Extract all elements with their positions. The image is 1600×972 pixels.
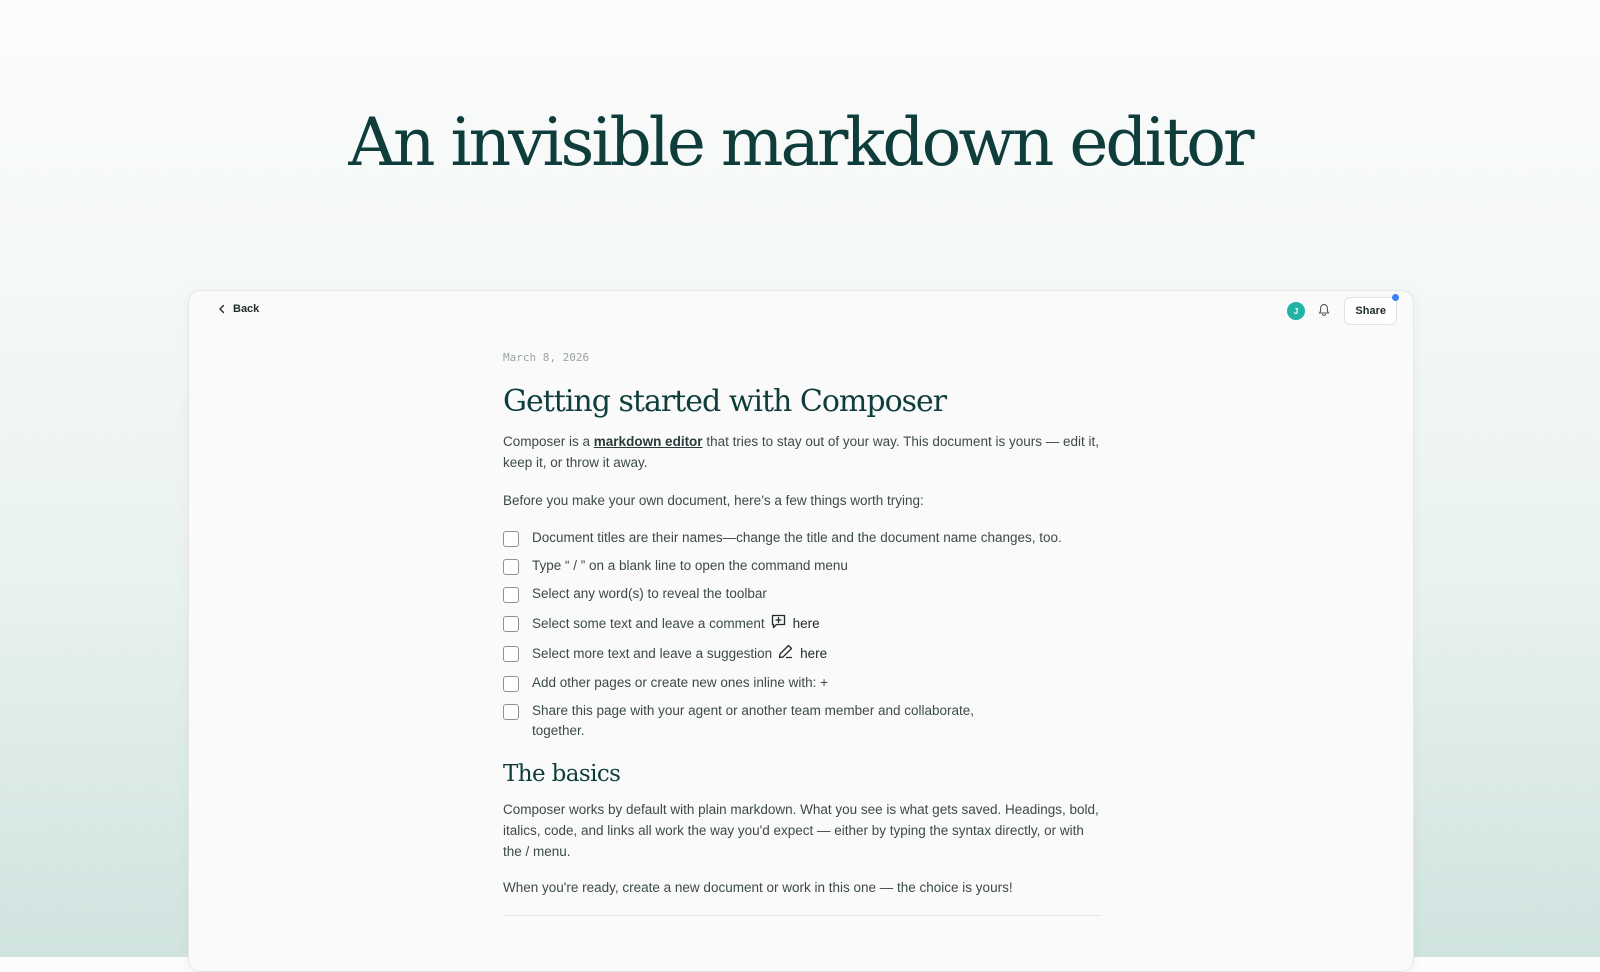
- chevron-left-icon: [217, 304, 227, 314]
- ready-paragraph[interactable]: When you're ready, create a new document or work in this one — the choice is yours!: [503, 880, 1013, 895]
- comment-plus-icon[interactable]: [770, 613, 787, 630]
- back-label: Back: [233, 303, 260, 315]
- task-text: Document titles are their names—change the title and the document name changes, too.: [532, 530, 1062, 545]
- section-heading[interactable]: The basics: [503, 761, 621, 787]
- share-label: Share: [1355, 305, 1386, 317]
- task-here: here: [792, 616, 820, 631]
- avatar[interactable]: J: [1287, 302, 1305, 320]
- task-text-line: [532, 613, 820, 634]
- task-item: [503, 701, 1101, 747]
- hero-title: An invisible markdown editor: [348, 104, 1252, 181]
- basics-paragraph[interactable]: Composer works by default with plain markdown. What you see is what gets saved. Headings, bold, italics, code, and links all work the way you'd expect — either by typing the syntax directly, or with the / menu.: [503, 802, 1099, 859]
- task-text-line: [532, 643, 827, 664]
- notification-dot: [1392, 294, 1399, 301]
- bell-icon[interactable]: [1317, 303, 1331, 317]
- task-text: Select more text and leave a suggestion: [532, 646, 773, 661]
- back-button[interactable]: [217, 303, 259, 315]
- task-list: [503, 528, 1101, 747]
- editor-window: [188, 290, 1414, 972]
- task-text: Select some text and leave a comment: [532, 616, 765, 631]
- divider: [503, 915, 1101, 916]
- task-item: [503, 613, 1101, 643]
- task-item: [503, 528, 1101, 556]
- task-checkbox[interactable]: [503, 559, 519, 575]
- task-text: Select any word(s) to reveal the toolbar: [532, 586, 767, 601]
- document-body[interactable]: [503, 351, 1101, 916]
- task-item: [503, 643, 1101, 673]
- task-text: Add other pages or create new ones inline with: +: [532, 675, 829, 690]
- task-item: [503, 673, 1101, 701]
- intro-text-after: that tries to stay out of your way. This document is yours — edit it, keep it, or throw it away.: [503, 434, 1099, 470]
- task-checkbox[interactable]: [503, 587, 519, 603]
- task-checkbox[interactable]: [503, 676, 519, 692]
- document-title[interactable]: Getting started with Composer: [503, 384, 947, 419]
- task-checkbox[interactable]: [503, 704, 519, 720]
- document-date: March 8, 2026: [503, 351, 590, 364]
- tryout-paragraph[interactable]: Before you make your own document, here’s a few things worth trying:: [503, 493, 924, 508]
- task-here: here: [800, 646, 828, 661]
- task-text: Share this page with your agent or another team member and collaborate, together.: [532, 703, 975, 738]
- task-text: Type “ / ” on a blank line to open the command menu: [532, 558, 848, 573]
- markdown-editor-link[interactable]: markdown editor: [593, 434, 703, 449]
- pencil-icon[interactable]: [777, 643, 794, 660]
- task-checkbox[interactable]: [503, 531, 519, 547]
- task-item: [503, 556, 1101, 584]
- task-checkbox[interactable]: [503, 616, 519, 632]
- intro-paragraph[interactable]: [503, 431, 1101, 473]
- intro-text-before: Composer is a: [503, 434, 594, 449]
- editor-topbar: [189, 291, 1413, 333]
- task-item: [503, 584, 1101, 613]
- share-button[interactable]: [1344, 297, 1397, 325]
- task-checkbox[interactable]: [503, 646, 519, 662]
